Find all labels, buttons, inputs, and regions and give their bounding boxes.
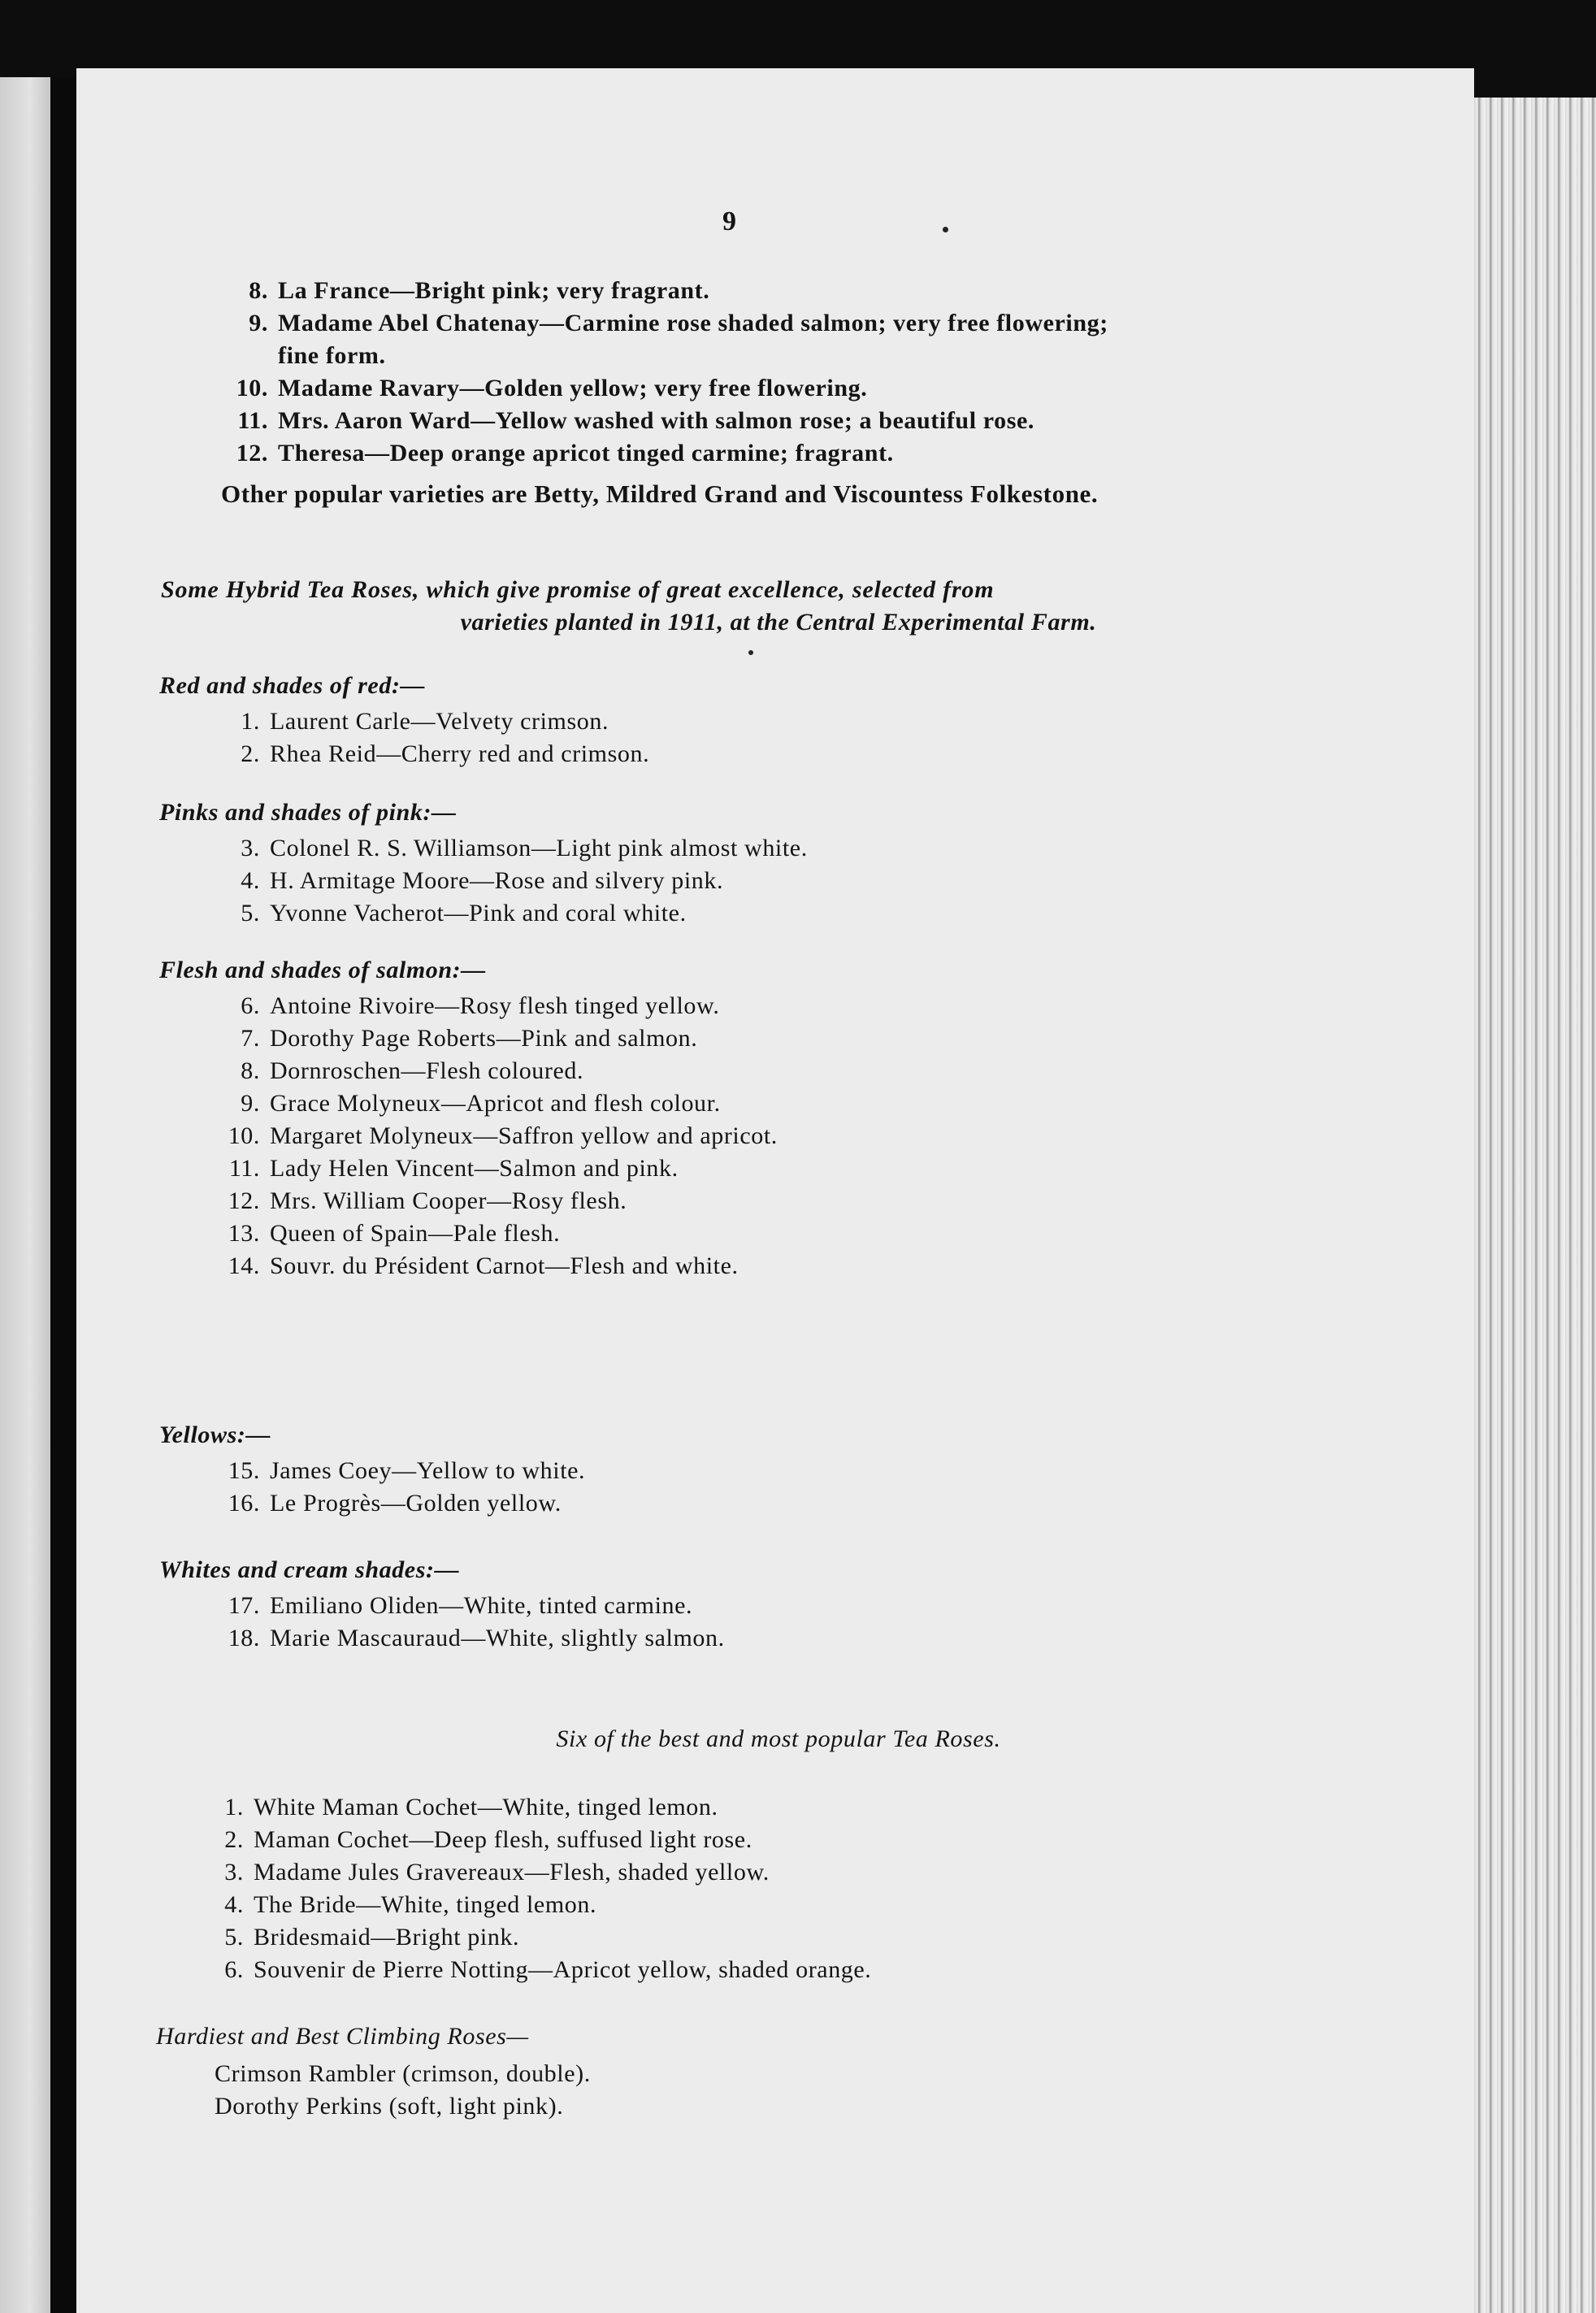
list-item: 6. Antoine Rivoire—Rosy flesh tinged yellow. [241,992,720,1019]
book-spine [50,77,76,2313]
climbing-roses-heading: Hardiest and Best Climbing Roses— [156,2023,529,2050]
list-item: 4. H. Armitage Moore—Rose and silvery pink. [241,867,724,894]
list-item: 1. White Maman Cochet—White, tinged lemon. [224,1794,718,1820]
list-item: 9. Madame Abel Chatenay—Carmine rose shaded salmon; very free flowering; [249,310,1108,336]
page-number: 9 [722,206,736,237]
list-item: 10. Margaret Molyneux—Saffron yellow and apricot. [228,1122,778,1149]
list-item: 8. La France—Bright pink; very fragrant. [249,277,710,304]
section-title-whites: Whites and cream shades:— [159,1556,460,1583]
list-item: 8. Dornroschen—Flesh coloured. [241,1057,584,1084]
list-item: 6. Souvenir de Pierre Notting—Apricot yellow, shaded orange. [224,1956,872,1983]
list-item: 2. Rhea Reid—Cherry red and crimson. [241,740,650,767]
document-page [76,68,1474,2313]
list-item: 12. Mrs. William Cooper—Rosy flesh. [228,1187,627,1214]
list-item-continuation: fine form. [278,342,386,369]
list-item: 3. Madame Jules Gravereaux—Flesh, shaded yellow. [224,1859,770,1886]
section-title-pinks: Pinks and shades of pink:— [159,799,457,826]
list-item: 12. Theresa—Deep orange apricot tinged carmine; fragrant. [236,440,894,467]
list-item: 16. Le Progrès—Golden yellow. [228,1490,562,1517]
hybrid-heading-line2: varieties planted in 1911, at the Central Experimental Farm. [460,609,1097,636]
other-varieties-note: Other popular varieties are Betty, Mildred Grand and Viscountess Folkestone. [221,480,1099,508]
list-item: 1. Laurent Carle—Velvety crimson. [241,708,609,735]
list-item: 14. Souvr. du Président Carnot—Flesh and white. [228,1252,739,1279]
list-item: 5. Yvonne Vacherot—Pink and coral white. [241,900,687,927]
ink-speck [748,650,753,655]
list-item: Crimson Rambler (crimson, double). [215,2060,591,2087]
tea-roses-heading: Six of the best and most popular Tea Roses. [556,1725,1001,1752]
list-item: 3. Colonel R. S. Williamson—Light pink almost white. [241,835,808,861]
list-item: 2. Maman Cochet—Deep flesh, suffused light rose. [224,1826,752,1853]
list-item: 4. The Bride—White, tinged lemon. [224,1891,597,1918]
list-item: 17. Emiliano Oliden—White, tinted carmine. [228,1592,693,1619]
section-title-flesh: Flesh and shades of salmon:— [159,957,486,983]
list-item: Dorothy Perkins (soft, light pink). [215,2093,564,2120]
list-item: 11. Lady Helen Vincent—Salmon and pink. [228,1155,679,1182]
list-item: 11. Mrs. Aaron Ward—Yellow washed with salmon rose; a beautiful rose. [237,407,1034,434]
page-content [76,68,1474,2313]
section-title-red: Red and shades of red:— [159,672,426,699]
page-stack-edge [1474,98,1596,2313]
list-item: 18. Marie Mascauraud—White, slightly salmon. [228,1625,725,1651]
section-title-yellows: Yellows:— [159,1421,271,1448]
list-item: 13. Queen of Spain—Pale flesh. [228,1220,561,1247]
list-item: 9. Grace Molyneux—Apricot and flesh colour. [241,1090,721,1117]
previous-page-edge [0,77,50,2313]
list-item: 15. James Coey—Yellow to white. [228,1457,586,1484]
hybrid-heading-line1: Some Hybrid Tea Roses, which give promise of great excellence, selected from [161,576,995,603]
list-item: 5. Bridesmaid—Bright pink. [224,1924,520,1951]
list-item: 10. Madame Ravary—Golden yellow; very free flowering. [236,375,868,401]
ink-speck [943,227,948,232]
list-item: 7. Dorothy Page Roberts—Pink and salmon. [241,1025,698,1052]
